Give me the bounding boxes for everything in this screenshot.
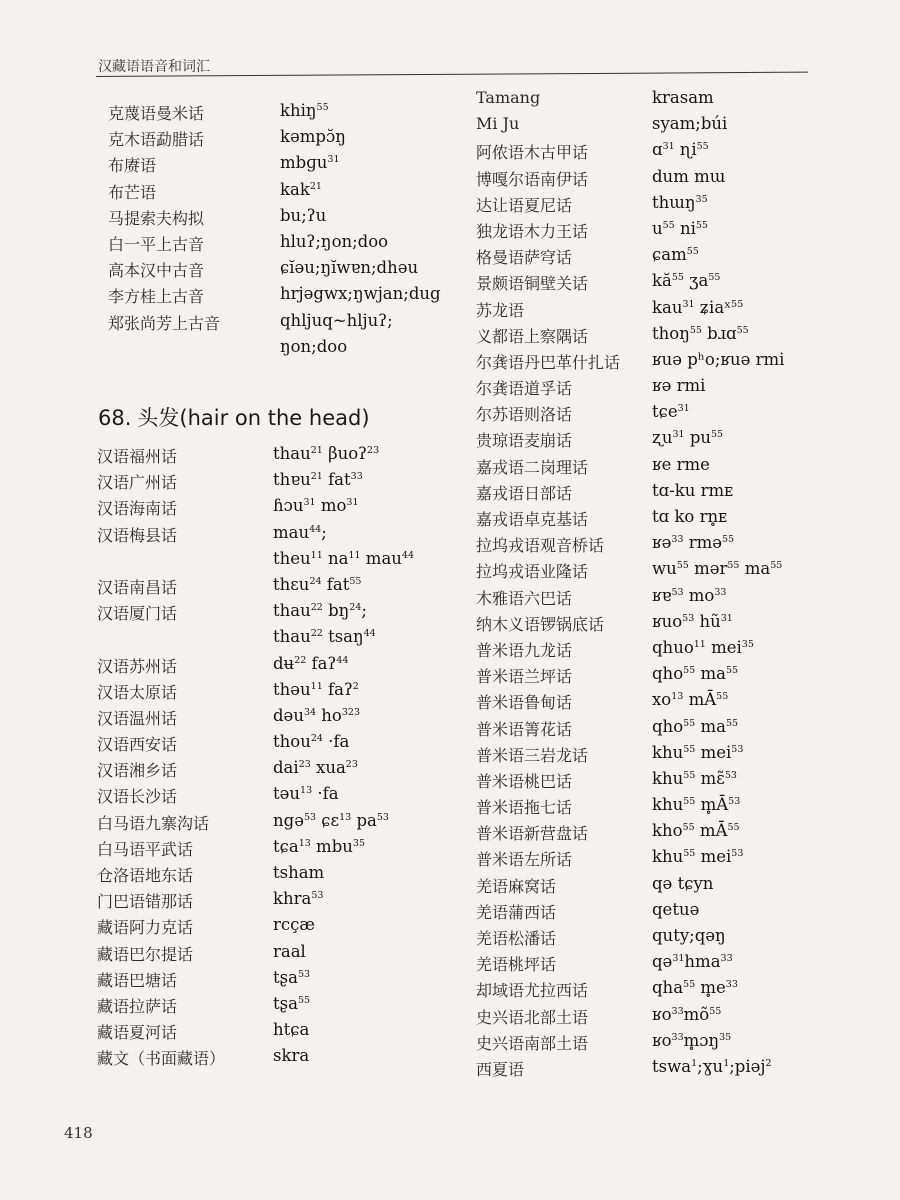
- word-form: ɕam$^{55}$: [652, 245, 699, 265]
- language-name: 藏语阿力克话: [97, 918, 194, 938]
- language-name: 普米语三岩龙话: [476, 745, 589, 765]
- language-name: 苏龙语: [476, 300, 525, 320]
- word-form: krasam: [652, 88, 714, 107]
- word-form: $ʁo^{33}mõ^{55}$: [652, 1004, 722, 1024]
- language-name: 羌语麻窝话: [476, 876, 557, 896]
- language-name: 史兴语南部土语: [476, 1033, 589, 1053]
- language-name: 羌语桃坪话: [476, 955, 557, 975]
- language-name: Tamang: [476, 88, 541, 107]
- word-form: thəu$^{11}$ faʔ$^2$: [273, 679, 359, 699]
- word-form: skra: [273, 1046, 310, 1066]
- word-form: mau$^{44}$;: [273, 522, 327, 542]
- language-name: 克蔑语曼米话: [108, 104, 205, 123]
- language-name: 门巴语错那话: [97, 892, 194, 912]
- language-name: 阿侬语木古甲话: [476, 143, 589, 163]
- word-form: tswa$^1$;ɣu$^1$;piəj$^2$: [652, 1056, 772, 1076]
- language-name: 普米语兰坪话: [476, 667, 573, 687]
- language-name: 西夏语: [476, 1059, 525, 1079]
- language-name: 独龙语木力王话: [476, 221, 589, 241]
- word-form: təu$^{13}$ ·fa: [273, 784, 339, 804]
- word-form: ʁə$^{33}$ rmə$^{55}$: [652, 533, 735, 553]
- word-form: khu$^{55}$ mei$^{53}$: [652, 847, 744, 867]
- language-name: 史兴语北部土语: [476, 1007, 589, 1027]
- word-form: kak$^{21}$: [280, 179, 322, 199]
- word-form: thau$^{22}$ $bŋ^{24}$;: [273, 601, 367, 621]
- language-name: 汉语太原话: [97, 682, 178, 702]
- language-name: 尔龚语道孚话: [476, 379, 573, 399]
- word-form: ʁuə pʰo;ʁuə rmi: [652, 349, 785, 369]
- word-form: ʁə rmi: [652, 376, 706, 396]
- language-name: 汉语海南话: [97, 499, 178, 519]
- language-name: 嘉戎语二岗理话: [476, 457, 589, 477]
- language-name: 普米语鲁甸话: [476, 693, 573, 713]
- language-name: 格曼语萨穹话: [476, 248, 573, 268]
- language-name: Mi Ju: [476, 114, 520, 134]
- language-name: 尔龚语丹巴革什扎话: [476, 352, 621, 372]
- language-name: 汉语西安话: [97, 735, 178, 755]
- word-form: kho$^{55}$ $mĀ^{55}$: [652, 821, 740, 841]
- word-form: dai$^{23}$ xua$^{23}$: [273, 758, 358, 778]
- language-name: 博嘎尔语南伊话: [476, 169, 589, 189]
- word-form: ɦɔu$^{31}$ $mo^{31}$: [273, 496, 359, 516]
- word-form: ŋon;doo: [280, 336, 348, 356]
- word-form: qhuo$^{11}$ mei$^{35}$: [652, 637, 754, 657]
- language-name: 普米语左所话: [476, 850, 573, 870]
- word-form: tɑ-ku rmᴇ: [652, 480, 734, 500]
- language-name: 马提索夫构拟: [108, 208, 205, 228]
- language-name: 义都语上察隅话: [476, 326, 589, 346]
- word-form: tsham: [273, 863, 325, 882]
- word-form: hrjəgwx;ŋwjan;dug: [280, 284, 441, 304]
- language-name: 汉语长沙话: [97, 787, 178, 807]
- word-form: qə tɕyn: [652, 873, 714, 893]
- language-name: 贵琼语麦崩话: [476, 431, 573, 451]
- word-form: qetuə: [652, 899, 700, 919]
- word-form: khu$^{55}$ mɛ̃$^{53}$: [652, 768, 737, 788]
- word-form: thoŋ$^{55}$ bɹɑ$^{55}$: [652, 323, 749, 343]
- language-name: 汉语湘乡话: [97, 761, 178, 781]
- word-form: thɛu$^{24}$ fat$^{55}$: [273, 574, 362, 594]
- word-form: thɯŋ$^{35}$: [652, 192, 708, 212]
- word-form: $kă^{55}$ ʒa$^{55}$: [652, 271, 721, 291]
- word-form: syam;búi: [652, 114, 728, 134]
- word-form: thau$^{21}$ βuoʔ$^{23}$: [273, 444, 380, 463]
- language-name: 藏语巴尔提话: [97, 944, 194, 964]
- word-form: theu$^{11}$ $na^{11}$ mau$^{44}$: [273, 548, 415, 568]
- language-name: 布赓语: [108, 156, 157, 176]
- language-name: 布芒语: [108, 182, 157, 202]
- page-number: 418: [64, 1124, 93, 1142]
- word-form: thɐu$^{21}$ fat$^{33}$: [273, 470, 363, 490]
- language-name: 仓洛语地东话: [97, 866, 194, 885]
- word-form: khiŋ$^{55}$: [280, 101, 329, 120]
- word-form: tɑ ko rn̥ᴇ: [652, 507, 728, 526]
- word-form: tɕa$^{13}$ mbu$^{35}$: [273, 836, 365, 856]
- word-form: dəu$^{34}$ $ho^{323}$: [273, 705, 361, 725]
- word-form: khu$^{55}$ $m̥Ā^{53}$: [652, 795, 741, 815]
- word-form: qha$^{55}$ $m̥e^{33}$: [652, 978, 738, 998]
- word-form: khu$^{55}$ mei$^{53}$: [652, 742, 744, 762]
- word-form: mbɡu$^{31}$: [280, 153, 340, 173]
- word-form: ʁo$^{33}$m̥ɔŋ$^{35}$: [652, 1030, 732, 1050]
- word-form: htɕa: [273, 1020, 310, 1040]
- language-name: 汉语福州话: [97, 447, 178, 466]
- word-form: khra$^{53}$: [273, 889, 324, 909]
- word-form: qə$^{31}$hma$^{33}$: [652, 952, 733, 972]
- word-form: thau$^{22}$ tsaŋ$^{44}$: [273, 627, 376, 647]
- word-form: ʁuo$^{53}$ $hũ^{31}$: [652, 611, 733, 631]
- word-form: tʂa$^{53}$: [273, 967, 311, 987]
- language-name: 嘉戎语卓克基话: [476, 510, 589, 529]
- language-name: 藏语夏河话: [97, 1023, 178, 1043]
- language-name: 郑张尚芳上古音: [108, 313, 221, 333]
- word-form: bu;ʔu: [280, 205, 327, 225]
- word-form: raal: [273, 941, 306, 961]
- word-form: ɑ$^{31}$ ɳi$^{55}$: [652, 140, 709, 160]
- language-name: 白马语平武话: [97, 839, 194, 859]
- language-name: 汉语厦门话: [97, 604, 178, 624]
- language-name: 普米语九龙话: [476, 640, 573, 660]
- language-name: 汉语苏州话: [97, 656, 178, 676]
- word-form: kəmpɔ̆ŋ: [280, 127, 346, 147]
- language-name: 尔苏语则洛话: [476, 405, 573, 425]
- language-name: 汉语广州话: [97, 473, 178, 493]
- word-form: qhljuq~hljuʔ;: [280, 310, 393, 330]
- word-form: kau$^{31}$ ʑiaˣ$^{55}$: [652, 297, 744, 317]
- language-name: 木雅语六巴话: [476, 588, 573, 608]
- language-name: 普米语箐花话: [476, 719, 573, 739]
- section-heading: [98, 402, 370, 432]
- word-form: quty;qəŋ: [652, 926, 726, 945]
- language-name: 李方桂上古音: [108, 287, 205, 307]
- word-form: $u^{55}$ $ni^{55}$: [652, 218, 708, 238]
- word-form: hluʔ;ŋon;doo: [280, 231, 389, 251]
- language-name: 纳木义语锣锅底话: [476, 614, 605, 634]
- section-number: 68.: [98, 406, 132, 430]
- language-name: 景颇语铜壁关话: [476, 274, 589, 294]
- section-title: 头发(hair on the head): [137, 406, 370, 430]
- word-form: ʁɐ$^{53}$ $mo^{33}$: [652, 585, 727, 605]
- word-form: qho$^{55}$ $ma^{55}$: [652, 716, 739, 736]
- word-form: thou$^{24}$ ·fa: [273, 732, 350, 752]
- word-form: tɕe$^{31}$: [652, 402, 690, 422]
- language-name: 羌语松潘话: [476, 929, 557, 948]
- language-name: 白马语九寨沟话: [97, 813, 210, 833]
- language-name: 普米语拖七话: [476, 798, 573, 818]
- language-name: 白一平上古音: [108, 234, 205, 254]
- language-name: 汉语南昌话: [97, 577, 178, 597]
- word-form: ʁe rme: [652, 454, 710, 474]
- word-form: ngə$^{53}$ ɕɛ$^{13}$ $pa^{53}$: [273, 810, 389, 830]
- language-name: 高本汉中古音: [108, 261, 205, 281]
- language-name: 达让语夏尼话: [476, 195, 573, 215]
- language-name: 藏语拉萨话: [97, 996, 178, 1016]
- language-name: 普米语桃巴话: [476, 771, 573, 791]
- language-name: 普米语新营盘话: [476, 824, 589, 844]
- word-form: qho$^{55}$ $ma^{55}$: [652, 664, 739, 684]
- language-name: 汉语梅县话: [97, 525, 178, 545]
- word-form: $wu^{55}$ mər$^{55}$ $ma^{55}$: [652, 559, 783, 579]
- language-name: 羌语蒲西话: [476, 902, 557, 922]
- language-name: 克木语勐腊话: [108, 130, 205, 150]
- language-name: 汉语温州话: [97, 708, 178, 728]
- language-name: 嘉戎语日部话: [476, 483, 573, 503]
- running-header: 汉藏语语音和词汇: [98, 59, 210, 75]
- language-name: 藏文（书面藏语）: [97, 1049, 226, 1069]
- word-form: $xo^{13}$ $mĀ^{55}$: [652, 690, 729, 710]
- language-name: 拉坞戎语观音桥话: [476, 536, 605, 556]
- language-name: 却域语尤拉西话: [476, 981, 589, 1001]
- language-name: 拉坞戎语业隆话: [476, 562, 589, 582]
- word-form: dʉ$^{22}$ faʔ$^{44}$: [273, 653, 349, 673]
- word-form: tʂa$^{55}$: [273, 993, 311, 1013]
- language-name: 藏语巴塘话: [97, 970, 178, 990]
- word-form: rcçæ: [273, 915, 315, 935]
- word-form: dum mɯ: [652, 166, 726, 186]
- word-form: ɕĭəu;ŋĭwɐn;dhəu: [280, 258, 419, 278]
- word-form: ʐu$^{31}$ $pu^{55}$: [652, 428, 724, 448]
